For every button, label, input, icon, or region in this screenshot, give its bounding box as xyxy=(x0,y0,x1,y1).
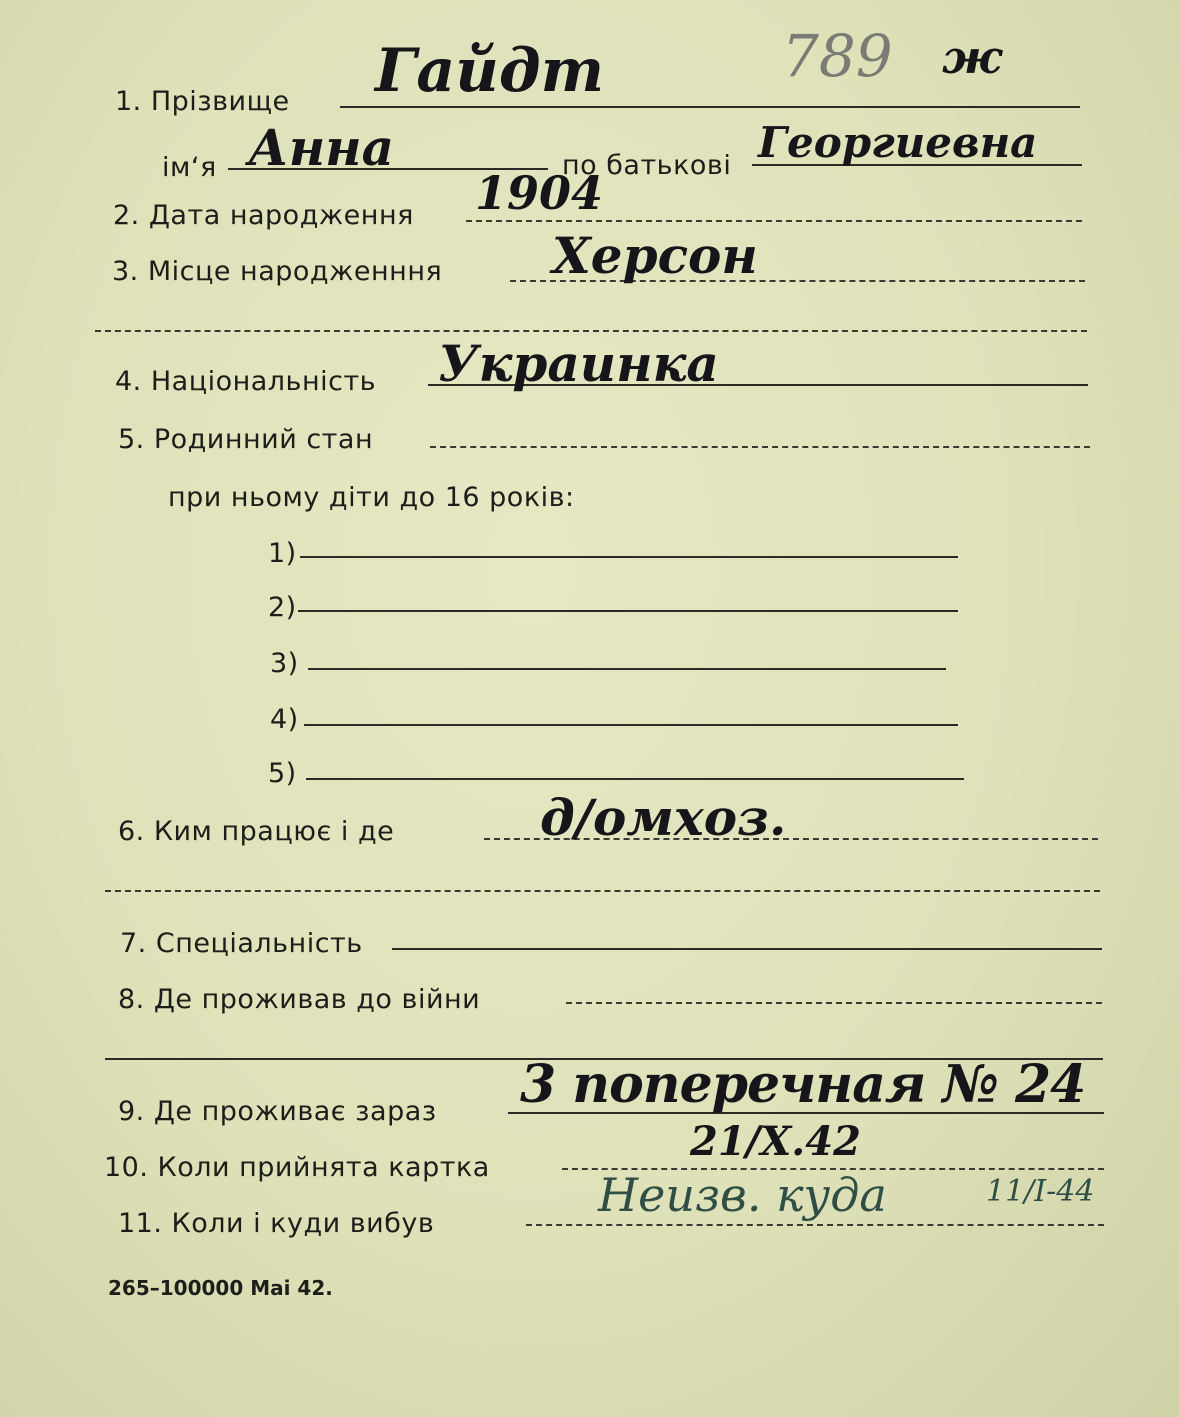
occupation-label: 6. Ким працює і де xyxy=(118,816,395,847)
child-3-line xyxy=(308,668,946,670)
occupation-value[interactable]: д/омхоз. xyxy=(540,788,787,847)
nationality-value[interactable]: Украинка xyxy=(438,334,719,393)
print-info: 265–100000 Mai 42. xyxy=(108,1276,333,1300)
departed-line xyxy=(526,1224,1104,1226)
departed-date[interactable]: 11/I-44 xyxy=(986,1174,1095,1209)
surname-value[interactable]: Гайдт xyxy=(375,36,605,106)
specialty-label: 7. Спеціальність xyxy=(120,928,363,959)
child-3-label: 3) xyxy=(270,648,299,679)
child-4-line xyxy=(304,724,958,726)
archive-number: 789 xyxy=(782,22,893,90)
child-4-label: 4) xyxy=(270,704,299,735)
marital-status-label: 5. Родинний стан xyxy=(118,424,374,455)
current-residence-value[interactable]: 3 поперечная № 24 xyxy=(520,1054,1086,1115)
specialty-line xyxy=(392,948,1102,950)
current-residence-label: 9. Де проживає зараз xyxy=(118,1096,437,1127)
child-1-label: 1) xyxy=(268,538,297,569)
patronymic-value[interactable]: Георгиевна xyxy=(758,118,1038,167)
surname-line xyxy=(340,106,1080,108)
birth-date-line xyxy=(466,220,1082,222)
first-name-value[interactable]: Анна xyxy=(248,118,395,177)
departed-value[interactable]: Неизв. куда xyxy=(598,1168,887,1222)
marital-status-line xyxy=(430,446,1090,448)
card-accepted-label: 10. Коли прийнята картка xyxy=(104,1152,490,1183)
surname-label: 1. Прізвище xyxy=(115,86,290,117)
prewar-residence-label: 8. Де проживав до війни xyxy=(118,984,481,1015)
patronymic-label: по батькові xyxy=(562,150,732,181)
birth-place-label: 3. Місце народженння xyxy=(112,256,443,287)
child-5-label: 5) xyxy=(268,758,297,789)
children-header: при ньому діти до 16 років: xyxy=(168,482,575,513)
nationality-label: 4. Національність xyxy=(115,366,377,397)
child-2-label: 2) xyxy=(268,592,297,623)
child-5-line xyxy=(306,778,964,780)
card-accepted-value[interactable]: 21/X.42 xyxy=(690,1118,861,1165)
departed-label: 11. Коли і куди вибув xyxy=(118,1208,435,1239)
birth-place-value[interactable]: Херсон xyxy=(552,226,758,285)
occupation-line-2 xyxy=(105,890,1100,892)
first-name-label: ім‘я xyxy=(162,152,217,183)
birth-date-label: 2. Дата народження xyxy=(113,200,414,231)
birth-date-value[interactable]: 1904 xyxy=(475,166,604,220)
birth-place-line-2 xyxy=(95,330,1087,332)
prewar-residence-line xyxy=(566,1002,1102,1004)
archive-number-suffix: ж xyxy=(942,30,1003,84)
child-2-line xyxy=(298,610,958,612)
child-1-line xyxy=(300,556,958,558)
